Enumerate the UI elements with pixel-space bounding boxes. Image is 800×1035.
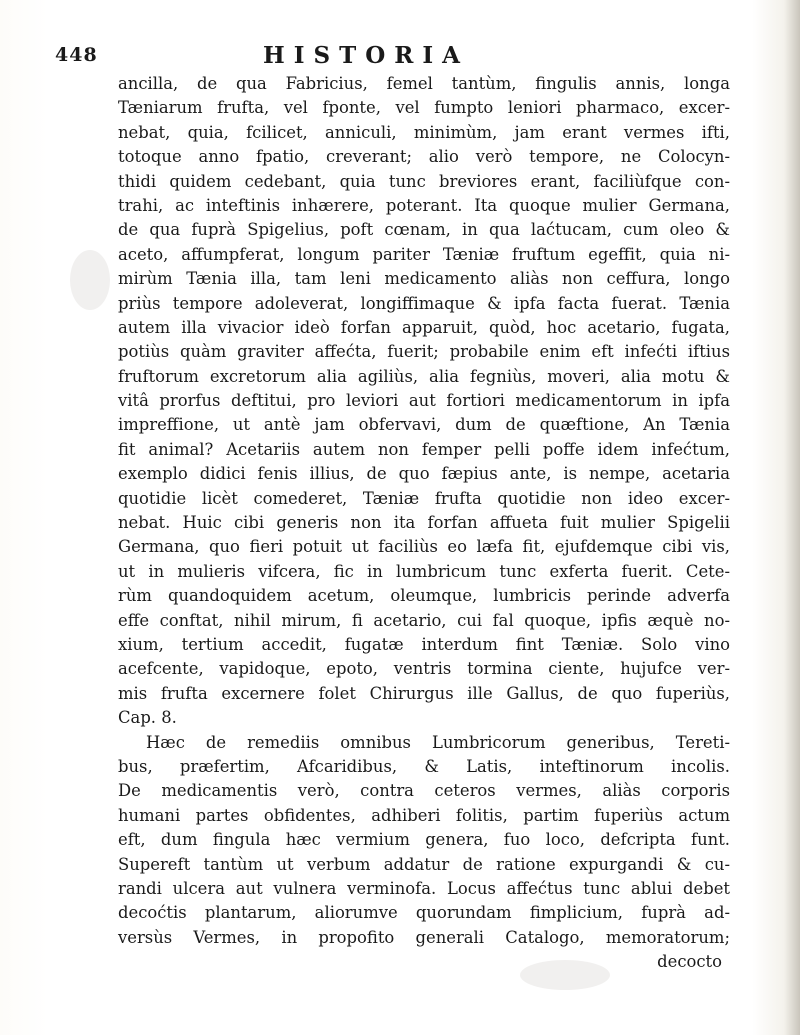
text-line: effe conftat, nihil mirum, fi acetario, cui fal quoque, ipfis æquè no- <box>118 610 730 630</box>
text-line: bus, præfertim, Afcaridibus, & Latis, inteftinorum incolis. <box>118 756 730 776</box>
text-line: exemplo didici fenis illius, de quo fæpius ante, is nempe, acetaria <box>118 464 730 484</box>
text-line: acefcente, vapidoque, epoto, ventris tormina ciente, hujufce ver- <box>118 659 730 679</box>
text-line: priùs tempore adoleverat, longiffimaque & ipfa facta fuerat. Tænia <box>118 293 730 313</box>
text-line: Germana, quo fieri potuit ut faciliùs eo læfa fit, ejufdemque cibi vis, <box>118 537 730 557</box>
catchword: decocto <box>657 952 722 972</box>
text-line: totoque anno fpatio, creverant; alio verò tempore, ne Colocyn- <box>118 147 730 167</box>
text-line: quotidie licèt comederet, Tæniæ frufta quotidie non ideo excer- <box>118 488 730 508</box>
text-line: nebat. Huic cibi generis non ita forfan affueta fuit mulier Spigelii <box>118 513 730 533</box>
text-line: mirùm Tænia illa, tam leni medicamento aliàs non ceffura, longo <box>118 269 730 289</box>
text-line: mis frufta excernere folet Chirurgus ille Gallus, de quo fuperiùs, <box>118 683 730 703</box>
text-line: Hæc de remediis omnibus Lumbricorum generibus, Tereti- <box>146 732 730 752</box>
body-text <box>118 72 730 974</box>
text-line: decoćtis plantarum, aliorumve quorundam fimplicium, fuprà ad- <box>118 903 730 923</box>
text-line: thidi quidem cedebant, quia tunc breviores erant, faciliùfque con- <box>118 171 730 191</box>
text-line: vitâ prorfus deftitui, pro leviori aut fortiori medicamentorum in ipfa <box>118 391 730 411</box>
text-line: versùs Vermes, in propofito generali Catalogo, memoratorum; <box>118 927 730 947</box>
text-line: eft, dum fingula hæc vermium genera, fuo loco, defcripta funt. <box>118 830 730 850</box>
text-line: Cap. 8. <box>118 708 177 728</box>
page-stain <box>70 250 110 310</box>
text-line: ancilla, de qua Fabricius, femel tantùm, fingulis annis, longa <box>118 74 730 93</box>
text-line: rùm quandoquidem acetum, oleumque, lumbricis perinde adverfa <box>118 586 730 606</box>
text-line: ut in mulieris vifcera, fic in lumbricum tunc exferta fuerit. Cete- <box>118 561 730 581</box>
text-line: xium, tertium accedit, fugatæ interdum fint Tæniæ. Solo vino <box>118 634 730 654</box>
page-header <box>55 42 755 70</box>
text-line: Supereft tantùm ut verbum addatur de ratione expurgandi & cu- <box>118 854 730 874</box>
text-line: randi ulcera aut vulnera verminofa. Locus affećtus tunc ablui debet <box>118 878 730 898</box>
page-number: 448 <box>55 44 98 66</box>
text-line: potiùs quàm graviter affećta, fuerit; probabile enim eft infećti iftius <box>118 342 730 362</box>
text-line: nebat, quia, fcilicet, anniculi, minimùm, jam erant vermes ifti, <box>118 122 730 142</box>
text-line: fit animal? Acetariis autem non femper pelli poffe idem infećtum, <box>118 439 730 459</box>
text-line: autem illa vivacior ideò forfan apparuit, quòd, hoc acetario, fugata, <box>118 317 730 337</box>
text-line: aceto, affumpferat, longum pariter Tæniæ fruftum egeffit, quia ni- <box>118 244 730 264</box>
text-line: impreffione, ut antè jam obfervavi, dum de quæftione, An Tænia <box>118 415 730 435</box>
text-line: humani partes obfidentes, adhiberi folitis, partim fuperiùs actum <box>118 805 730 825</box>
text-line: trahi, ac inteftinis inhærere, poterant. Ita quoque mulier Germana, <box>118 195 730 215</box>
running-head: HISTORIA <box>263 42 469 69</box>
text-line: De medicamentis verò, contra ceteros vermes, aliàs corporis <box>118 781 730 801</box>
text-line: de qua fuprà Spigelius, poft cœnam, in qua laćtucam, cum oleo & <box>118 220 730 240</box>
text-line: Tæniarum frufta, vel fponte, vel fumpto leniori pharmaco, excer- <box>118 98 730 118</box>
text-line: fruftorum excretorum alia agiliùs, alia fegniùs, moveri, alia motu & <box>118 366 730 386</box>
